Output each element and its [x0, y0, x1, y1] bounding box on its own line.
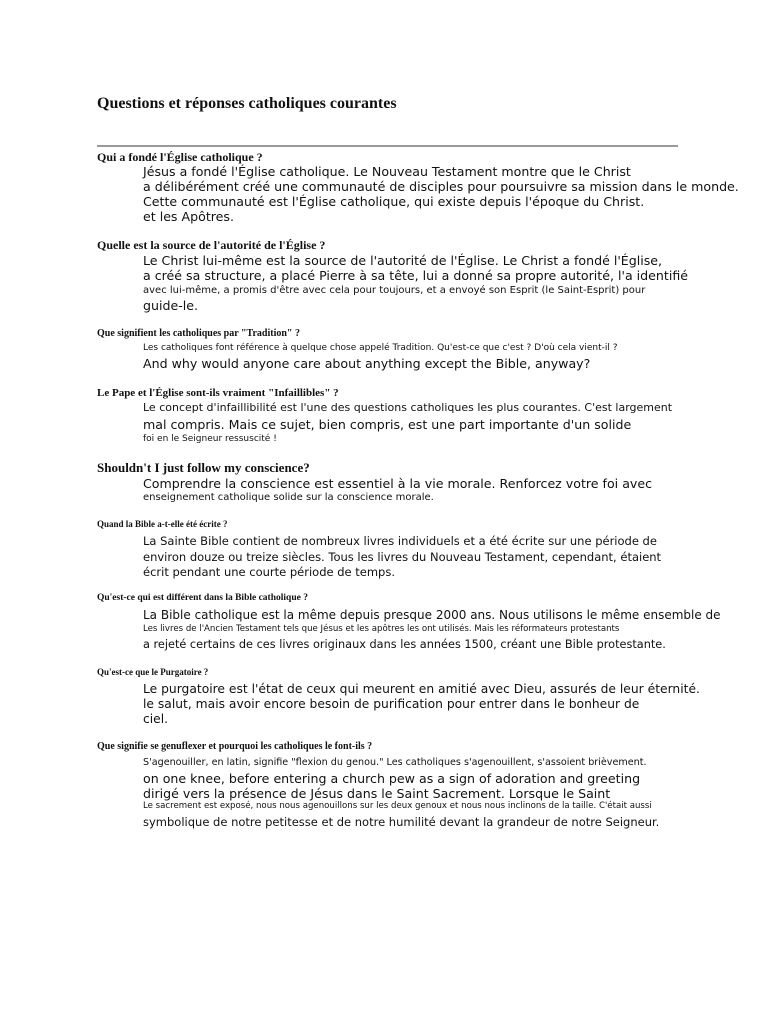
answer-block: [143, 534, 661, 581]
title-divider: [97, 145, 678, 147]
question-heading: Qu'est-ce qui est différent dans la Bible catholique ?: [97, 593, 308, 603]
answer-line: foi en le Seigneur ressuscité !: [143, 434, 277, 444]
answer-line: on one knee, before entering a church pew as a sign of adoration and greeting: [143, 771, 641, 786]
answer-line: Comprendre la conscience est essentiel à la vie morale. Renforcez votre foi avec: [143, 476, 653, 491]
answer-block: [143, 342, 618, 371]
answer-line: Jésus a fondé l'Église catholique. Le Nouveau Testament montre que le Christ: [143, 164, 631, 179]
answer-line: Les catholiques font référence à quelque chose appelé Tradition. Qu'est-ce que c'est ? D'où cela vient-il ?: [143, 343, 618, 353]
answer-line: ciel.: [143, 712, 169, 726]
answer-line: La Sainte Bible contient de nombreux livres individuels et a été écrite sur une période de: [143, 534, 657, 548]
answer-line: mal compris. Mais ce sujet, bien compris, est une part importante d'un solide: [143, 417, 632, 432]
answer-line: enseignement catholique solide sur la conscience morale.: [143, 492, 434, 503]
question-heading: Quelle est la source de l'autorité de l'Église ?: [97, 238, 326, 252]
answer-line: Le purgatoire est l'état de ceux qui meurent en amitié avec Dieu, assurés de leur éternité.: [143, 682, 700, 696]
answer-line: symbolique de notre petitesse et de notre humilité devant la grandeur de notre Seigneur.: [143, 815, 660, 829]
answer-block: [143, 682, 700, 727]
answer-line: le salut, mais avoir encore besoin de purification pour entrer dans le bonheur de: [143, 697, 640, 711]
answer-line: avec lui-même, a promis d'être avec cela pour toujours, et a envoyé son Esprit (le Saint-Esprit) pour: [143, 285, 646, 296]
answer-block: [143, 608, 721, 652]
answer-block: [143, 756, 659, 830]
answer-line: Les livres de l'Ancien Testament tels que Jésus et les apôtres les ont utilisés. Mais les réformateurs protestants: [143, 624, 620, 634]
answer-line: Le concept d'infaillibilité est l'une des questions catholiques les plus courantes. C'est largement: [143, 401, 673, 414]
answer-line: S'agenouiller, en latin, signifie "flexion du genou." Les catholiques s'agenouillent, s'assoient brièvement.: [143, 757, 647, 768]
answer-line: et les Apôtres.: [143, 209, 234, 224]
answer-line: a rejeté certains de ces livres originaux dans les années 1500, créant une Bible protestante.: [143, 638, 666, 651]
answer-block: [143, 476, 652, 504]
answer-block: [143, 401, 672, 445]
answer-block: [143, 164, 739, 224]
answer-line: environ douze ou treize siècles. Tous les livres du Nouveau Testament, cependant, étaient: [143, 549, 662, 564]
question-heading: Shouldn't I just follow my conscience?: [97, 460, 310, 475]
answer-block: [143, 253, 688, 313]
answer-line: And why would anyone care about anything except the Bible, anyway?: [143, 356, 591, 371]
question-heading: Qui a fondé l'Église catholique ?: [97, 150, 263, 164]
answer-line: a créé sa structure, a placé Pierre à sa tête, lui a donné sa propre autorité, l'a identifié: [143, 268, 689, 283]
question-heading: Que signifie se genuflexer et pourquoi les catholiques le font-ils ?: [97, 741, 373, 752]
answer-line: Le Christ lui-même est la source de l'autorité de l'Église. Le Christ a fondé l'Église,: [143, 253, 663, 268]
answer-line: écrit pendant une courte période de temps.: [143, 565, 396, 579]
question-heading: Qu'est-ce que le Purgatoire ?: [97, 667, 209, 677]
answer-line: Cette communauté est l'Église catholique, qui existe depuis l'époque du Christ.: [143, 194, 645, 209]
question-heading: Que signifient les catholiques par "Tradition" ?: [97, 328, 300, 339]
answer-line: La Bible catholique est la même depuis presque 2000 ans. Nous utilisons le même ensemble de: [143, 608, 721, 622]
answer-line: a délibérément créé une communauté de disciples pour poursuivre sa mission dans le monde.: [143, 179, 739, 194]
question-heading: Quand la Bible a-t-elle été écrite ?: [97, 519, 228, 529]
question-heading: Le Pape et l'Église sont-ils vraiment "Infaillibles" ?: [97, 387, 339, 399]
answer-line: Le sacrement est exposé, nous nous agenouillons sur les deux genoux et nous nous inclinons de la taille. C'était aussi: [143, 801, 652, 811]
answer-line: dirigé vers la présence de Jésus dans le Saint Sacrement. Lorsque le Saint: [143, 786, 611, 801]
page-title: Questions et réponses catholiques courantes: [97, 95, 397, 112]
answer-line: guide-le.: [143, 298, 199, 313]
